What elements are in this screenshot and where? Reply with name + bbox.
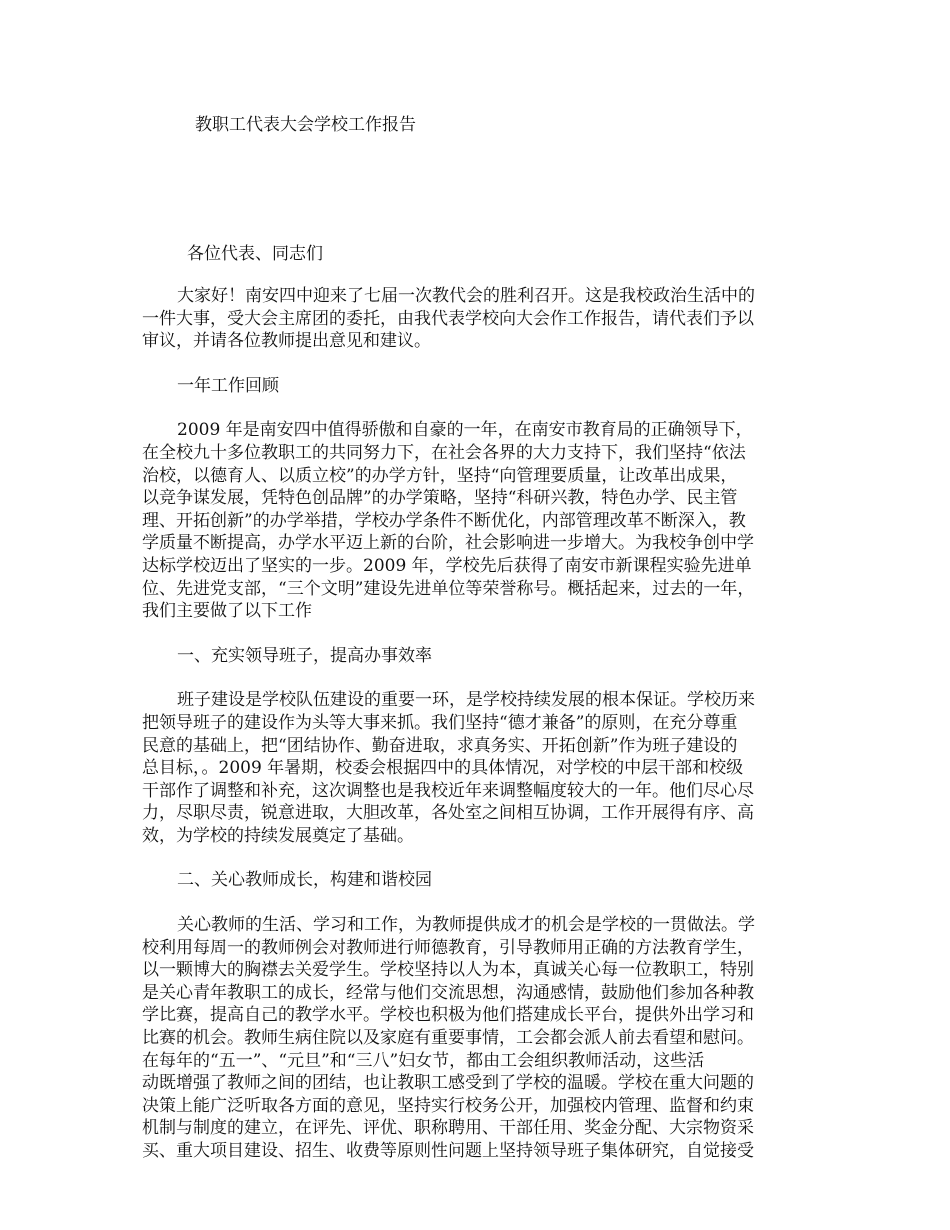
body-paragraph	[142, 285, 822, 353]
paragraph-line: 动既增强了教师之间的团结，也让教职工感受到了学校的温暖。学校在重大问题的	[142, 1073, 754, 1094]
paragraph-line: 达标学校迈出了坚实的一步。2009 年，学校先后获得了南安市新课程实验先进单	[142, 555, 752, 576]
paragraph-line: 力，尽职尽责，锐意进取，大胆改革，各处室之间相互协调，工作开展得有序、高	[142, 803, 754, 824]
section-heading: 一、充实领导班子，提高办事效率	[177, 645, 432, 666]
paragraph-line: 审议，并请各位教师提出意见和建议。	[142, 331, 431, 352]
body-paragraph	[142, 689, 822, 847]
paragraph-line: 把领导班子的建设作为头等大事来抓。我们坚持“德才兼备”的原则，在充分尊重	[142, 712, 738, 733]
paragraph-line: 总目标，。2009 年暑期，校委会根据四中的具体情况，对学校的中层干部和校级	[142, 758, 744, 779]
paragraph-line: 学比赛，提高自己的教学水平。学校也积极为他们搭建成长平台，提供外出学习和	[142, 1005, 754, 1026]
paragraph-line: 位、先进党支部，“三个文明”建设先进单位等荣誉称号。概括起来，过去的一年，	[142, 578, 755, 599]
paragraph-line: 班子建设是学校队伍建设的重要一环，是学校持续发展的根本保证。学校历来	[177, 690, 755, 711]
body-paragraph	[142, 419, 822, 622]
paragraph-line: 理、开拓创新”的办学举措，学校办学条件不断优化，内部管理改革不断深入，教	[142, 510, 746, 531]
paragraph-line: 是关心青年教职工的成长，经常与他们交流思想，沟通感情，鼓励他们参加各种教	[142, 982, 754, 1003]
paragraph-line: 机制与制度的建立，在评先、评优、职称聘用、干部任用、奖金分配、大宗物资采	[142, 1118, 754, 1139]
document-title: 教职工代表大会学校工作报告	[195, 115, 416, 135]
paragraph-line: 在每年的“五一”、“元旦”和“三八”妇女节，都由工会组织教师活动，这些活	[142, 1050, 705, 1071]
paragraph-line: 效，为学校的持续发展奠定了基础。	[142, 825, 414, 846]
paragraph-line: 决策上能广泛听取各方面的意见，坚持实行校务公开，加强校内管理、监督和约束	[142, 1095, 754, 1116]
paragraph-line: 大家好！南安四中迎来了七届一次教代会的胜利召开。这是我校政治生活中的	[177, 286, 755, 306]
paragraph-line: 2009 年是南安四中值得骄傲和自豪的一年，在南安市教育局的正确领导下，	[177, 420, 753, 441]
paragraph-line: 治校，以德育人、以质立校”的办学方针，坚持“向管理要质量，让改革出成果，	[142, 465, 738, 486]
paragraph-line: 一件大事，受大会主席团的委托，由我代表学校向大会作工作报告，请代表们予以	[142, 308, 754, 329]
paragraph-line: 干部作了调整和补充，这次调整也是我校近年来调整幅度较大的一年。他们尽心尽	[142, 780, 754, 801]
paragraph-line: 比赛的机会。教师生病住院以及家庭有重要事情，工会都会派人前去看望和慰问。	[142, 1028, 754, 1049]
paragraph-line: 在全校九十多位教职工的共同努力下，在社会各界的大力支持下，我们坚持“依法	[142, 442, 746, 463]
paragraph-line: 以竞争谋发展，凭特色创品牌”的办学策略，坚持“科研兴教，特色办学、民主管	[142, 488, 738, 509]
section-heading: 一年工作回顾	[177, 375, 279, 396]
paragraph-line: 我们主要做了以下工作	[142, 601, 312, 622]
body-paragraph	[142, 914, 822, 1163]
section-heading: 二、关心教师成长，构建和谐校园	[177, 870, 432, 891]
paragraph-line: 买、重大项目建设、招生、收费等原则性问题上坚持领导班子集体研究，自觉接受	[142, 1141, 754, 1161]
document-body	[142, 285, 822, 1185]
salutation: 各位代表、同志们	[187, 244, 323, 264]
paragraph-line: 校利用每周一的教师例会对教师进行师德教育，引导教师用正确的方法教育学生，	[142, 937, 754, 958]
paragraph-line: 关心教师的生活、学习和工作，为教师提供成才的机会是学校的一贯做法。学	[177, 915, 755, 936]
paragraph-line: 学质量不断提高，办学水平迈上新的台阶，社会影响进一步增大。为我校争创中学	[142, 533, 754, 554]
paragraph-line: 以一颗博大的胸襟去关爱学生。学校坚持以人为本，真诚关心每一位教职工，特别	[142, 960, 754, 981]
paragraph-line: 民意的基础上，把“团结协作、勤奋进取，求真务实、开拓创新”作为班子建设的	[142, 735, 738, 756]
